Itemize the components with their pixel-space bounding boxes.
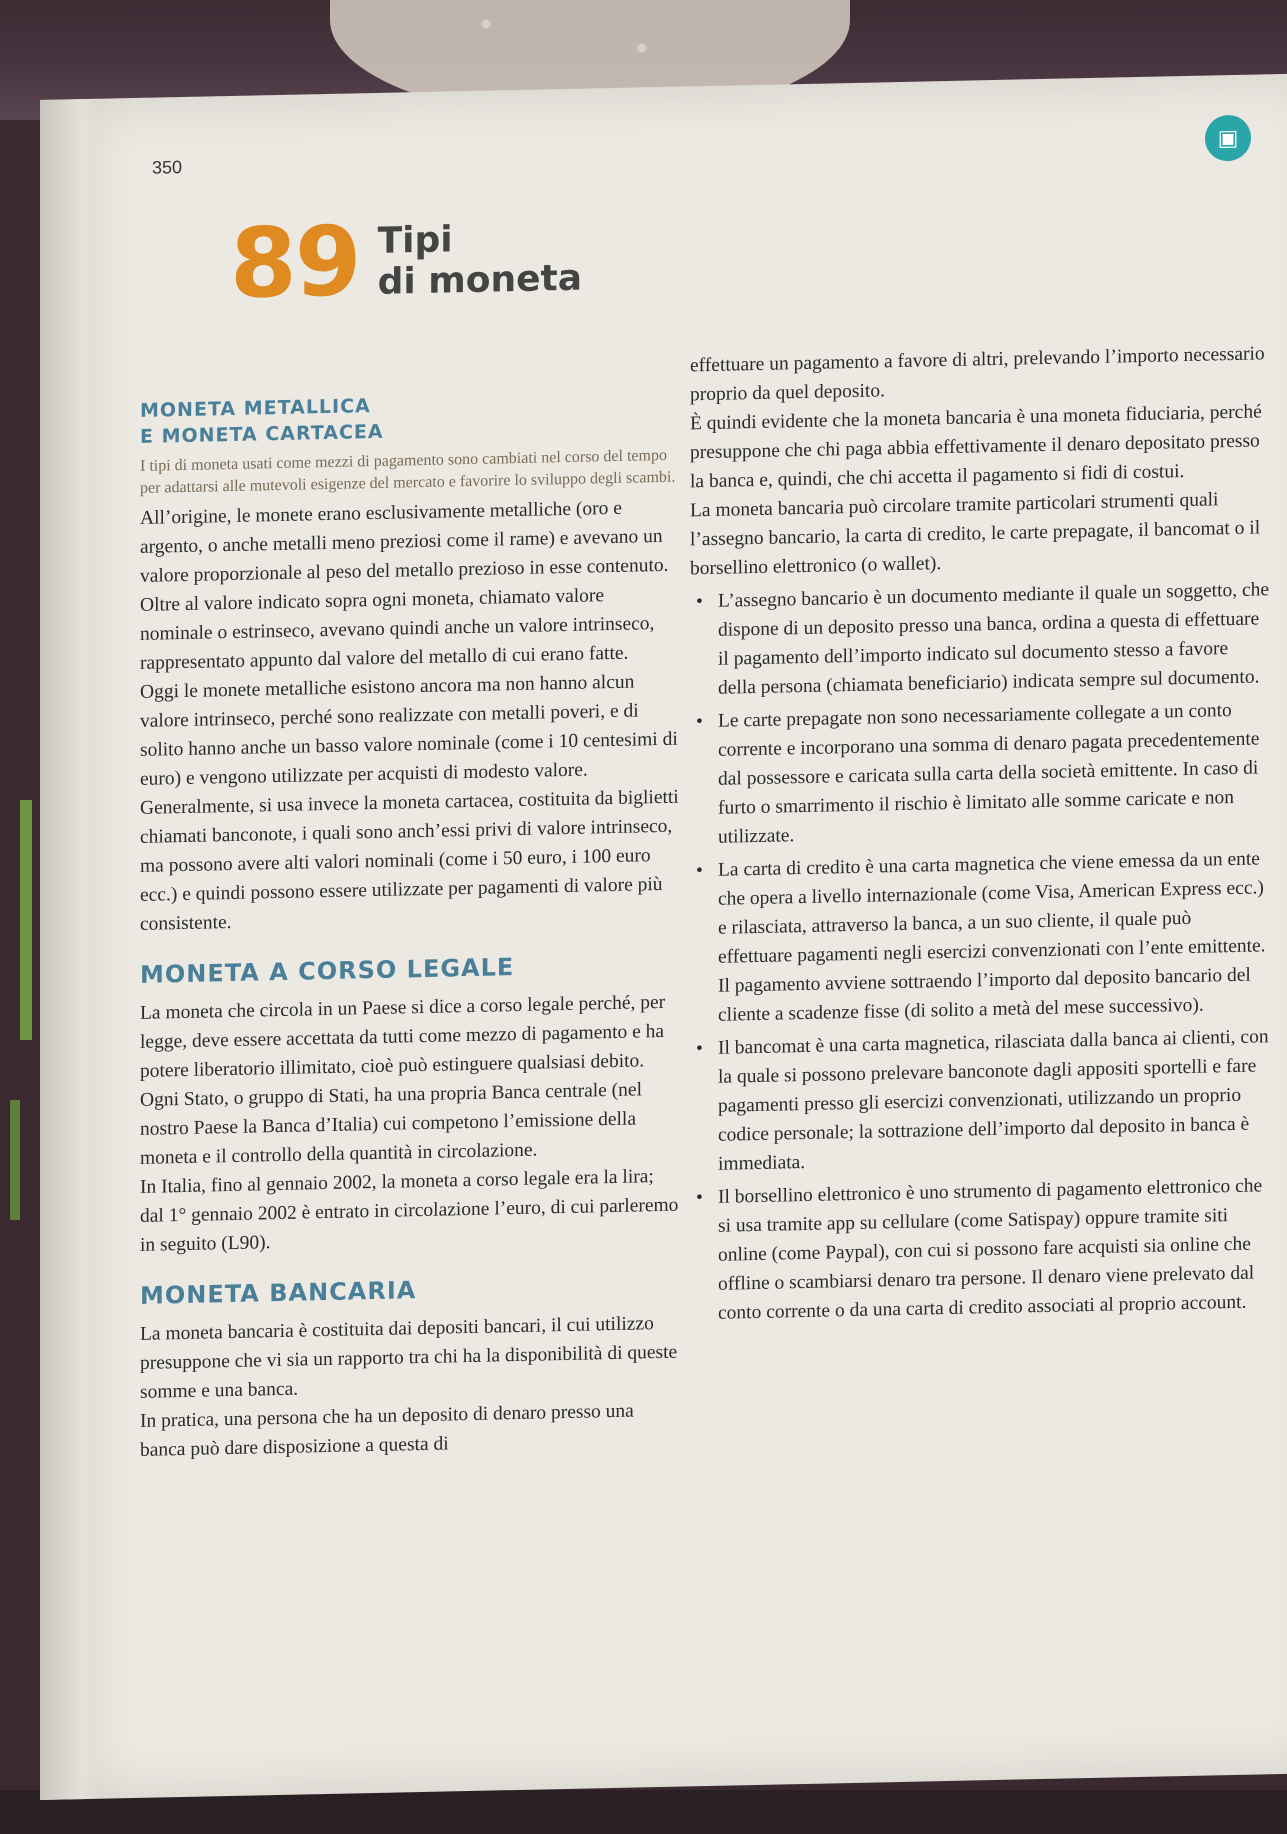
page-edge (40, 99, 100, 1800)
paragraph: All’origine, le monete erano esclusivamente metalliche (oro e argento, o anche metalli meno preziosi come il rame) e avevano un valore proporzionale al peso del metallo prezioso in esse contenuto. Oltre al valore indicato sopra ogni moneta, chiamato valore nominale o estrinseco, avevano quindi anche un valore intrinseco, rappresentato appunto dal valore del metallo di cui erano fatte. (140, 497, 669, 674)
chapter-title-line2: di moneta (377, 258, 583, 304)
paragraph: Ogni Stato, o gruppo di Stati, ha una propria Banca centrale (nel nostro Paese la Banca d’Italia) cui competono l’emissione della moneta e il controllo della quantità in circolazione. (140, 1079, 642, 1169)
right-column (690, 339, 1270, 1328)
paragraph: In Italia, fino al gennaio 2002, la moneta a corso legale era la lira; dal 1° gennaio 2002 è entrato in circolazione l’euro, di cui parleremo in seguito (L90). (140, 1166, 679, 1256)
book-icon: ▣ (1205, 115, 1251, 162)
bullet-item: • Il bancomat è una carta magnetica, rilasciata dalla banca ai clienti, con la quale si possono prelevare banconote dagli appositi sportelli e fare pagamenti presso gli esercizi convenzionati, utilizzando un proprio codice personale; la sottrazione dell’importo dal deposito in banca è immediata. (690, 1022, 1270, 1179)
left-column (140, 387, 680, 1465)
chapter-number: 89 (230, 205, 360, 321)
paragraph: Oggi le monete metalliche esistono ancora ma non hanno alcun valore intrinseco, perché sono realizzate con metalli poveri, e di solito hanno anche un basso valore nominale (come i 10 centesimi di euro) e vengono utilizzate per acquisti di modesto valore. (140, 671, 678, 790)
page-number: 350 (152, 157, 183, 178)
chapter-title-line1: Tipi (377, 219, 453, 262)
green-edge-decoration (20, 800, 32, 1040)
paragraph: La moneta bancaria è costituita dai depositi bancari, il cui utilizzo presuppone che vi sia un rapporto tra chi ha la disponibilità di queste somme e una banca. (140, 1313, 678, 1403)
paragraph: La moneta bancaria può circolare tramite particolari strumenti quali l’assegno bancario, la carta di credito, le carte prepagate, il bancomat o il borsellino elettronico (o wallet). (690, 489, 1261, 580)
chapter-title (378, 217, 582, 304)
paragraph: È quindi evidente che la moneta bancaria è una moneta fiduciaria, perché presuppone che chi paga abbia effettivamente il denaro depositato presso la banca e, quindi, che chi accetta il pagamento si fidi di costui. (690, 401, 1262, 493)
bullet-item: • La carta di credito è una carta magnetica che viene emessa da un ente che opera a livello internazionale (come Visa, American Express ecc.) e rilasciata, attraverso la banca, a un suo cliente, il quale può effettuare pagamenti negli esercizi convenzionati con l’ente emittente. Il pagamento avviene sottraendo l’importo dal deposito bancario del cliente a scadenze fisse (di solito a metà del mese successivo). (690, 844, 1270, 1030)
green-edge-decoration-2 (10, 1100, 20, 1220)
bullet-item: • L’assegno bancario è un documento mediante il quale un soggetto, che dispone di un deposito presso una banca, ordina a questa di effettuare il pagamento dell’importo indicato sul documento stesso a favore della persona (chiamata beneficiario) indicata sempre sul documento. (690, 575, 1270, 703)
paragraph: Generalmente, si usa invece la moneta cartacea, costituita da biglietti chiamati banconote, i quali sono anch’essi privi di valore intrinseco, ma possono avere alti valori nominali (come i 50 euro, i 100 euro ecc.) e quindi possono essere utilizzate per pagamenti di valore più consistente. (140, 786, 679, 935)
paragraph: La moneta che circola in un Paese si dice a corso legale perché, per legge, deve essere accettata da tutti come mezzo di pagamento e ha potere liberatorio illimitato, cioè può estinguere qualsiasi debito. (140, 991, 666, 1082)
section-heading-metallica: MONETA METALLICA E MONETA CARTACEA (140, 395, 384, 448)
bullet-item: • Le carte prepagate non sono necessariamente collegate a un conto corrente e incorporano una somma di denaro pagata precedentemente dal possessore e caricata sulla carta della società emittente. In caso di furto o smarrimento il rischio è limitato alle somme caricate e non utilizzate. (690, 695, 1270, 852)
paragraph: effettuare un pagamento a favore di altri, prelevando l’importo necessario proprio da quel deposito. (690, 343, 1265, 406)
book-page (40, 74, 1287, 1800)
bullet-item: • Il borsellino elettronico è uno strumento di pagamento elettronico che si usa tramite app su cellulare (come Satispay) oppure tramite siti online (come Paypal), con cui si possono fare acquisti sia online che offline o scambiarsi denaro tra persone. Il denaro viene prelevato dal conto corrente o da una carta di credito associati al proprio account. (690, 1171, 1270, 1328)
paragraph: In pratica, una persona che ha un deposito di denaro presso una banca può dare disposizione a questa di (140, 1400, 634, 1461)
chapter-header (230, 205, 583, 321)
section-heading-bancaria: MONETA BANCARIA (140, 1276, 417, 1310)
section-intro: I tipi di moneta usati come mezzi di pagamento sono cambiati nel corso del tempo per adattarsi alle mutevoli esigenze del mercato e favorire lo sviluppo degli scambi. (140, 446, 676, 497)
section-heading-corso-legale: MONETA A CORSO LEGALE (140, 953, 515, 989)
